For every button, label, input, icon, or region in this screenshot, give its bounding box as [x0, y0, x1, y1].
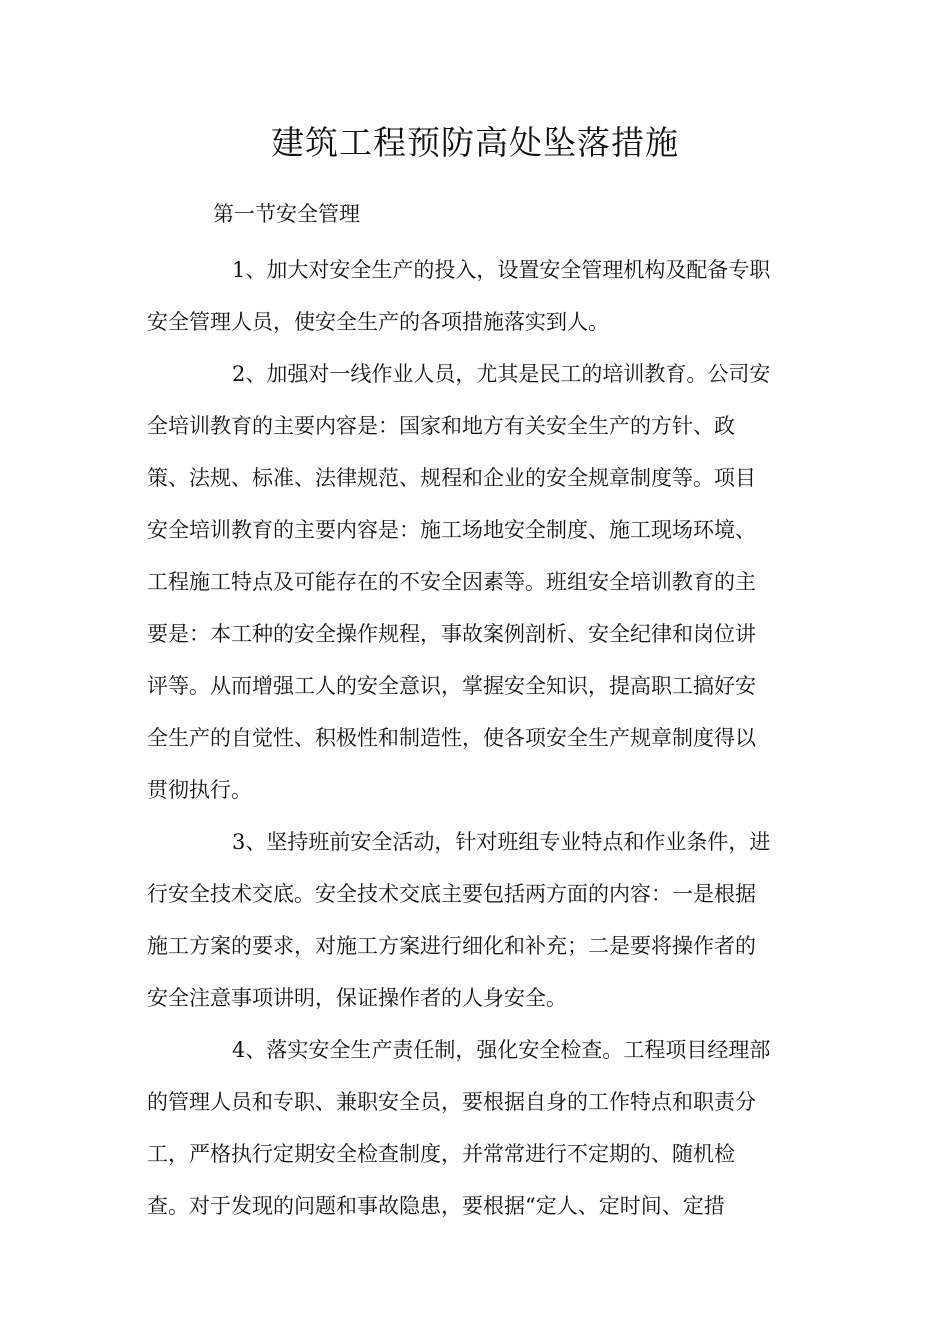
- paragraph-1-line-1: 1、加大对安全生产的投入，设置安全管理机构及配备专职: [232, 258, 771, 282]
- paragraph-2-line-7: 评等。从而增强工人的安全意识，掌握安全知识，提高职工搞好安: [147, 674, 756, 698]
- paragraph-2-line-3: 策、法规、标准、法律规范、规程和企业的安全规章制度等。项目: [147, 466, 756, 490]
- paragraph-2-line-1: 2、加强对一线作业人员，尤其是民工的培训教育。公司安: [232, 362, 771, 386]
- paragraph-3-line-1: 3、坚持班前安全活动，针对班组专业特点和作业条件，进: [232, 830, 771, 854]
- paragraph-2-line-4: 安全培训教育的主要内容是：施工场地安全制度、施工现场环境、: [147, 518, 756, 542]
- paragraph-4-line-4: 查。对于发现的问题和事故隐患，要根据“定人、定时间、定措: [147, 1194, 725, 1218]
- paragraph-4-line-2: 的管理人员和专职、兼职安全员，要根据自身的工作特点和职责分: [147, 1090, 756, 1114]
- paragraph-2-line-5: 工程施工特点及可能存在的不安全因素等。班组安全培训教育的主: [147, 570, 756, 594]
- paragraph-1-line-2: 安全管理人员，使安全生产的各项措施落实到人。: [147, 310, 609, 334]
- paragraph-3-line-3: 施工方案的要求，对施工方案进行细化和补充；二是要将操作者的: [147, 934, 756, 958]
- paragraph-2-line-6: 要是：本工种的安全操作规程，事故案例剖析、安全纪律和岗位讲: [147, 622, 756, 646]
- paragraph-2-line-8: 全生产的自觉性、积极性和制造性，使各项安全生产规章制度得以: [147, 726, 756, 750]
- paragraph-4-line-3: 工，严格执行定期安全检查制度，并常常进行不定期的、随机检: [147, 1142, 735, 1166]
- paragraph-2-line-9: 贯彻执行。: [147, 778, 252, 802]
- paragraph-4-line-1: 4、落实安全生产责任制，强化安全检查。工程项目经理部: [232, 1038, 771, 1062]
- paragraph-2-line-2: 全培训教育的主要内容是：国家和地方有关安全生产的方针、政: [147, 414, 735, 438]
- paragraph-3-line-4: 安全注意事项讲明，保证操作者的人身安全。: [147, 986, 567, 1010]
- section-heading: 第一节安全管理: [213, 202, 360, 226]
- document-title: 建筑工程预防高处坠落措施: [271, 123, 679, 162]
- paragraph-3-line-2: 行安全技术交底。安全技术交底主要包括两方面的内容：一是根据: [147, 882, 756, 906]
